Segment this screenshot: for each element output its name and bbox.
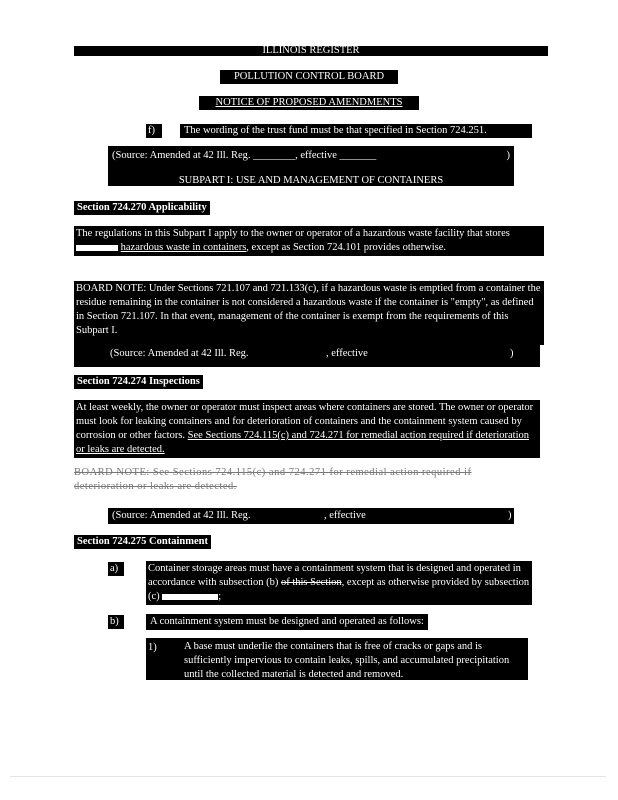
- subsection-b1-number: 1): [148, 642, 157, 653]
- section-274-struck-note: [74, 466, 524, 494]
- header-notice-title: NOTICE OF PROPOSED AMENDMENTS: [199, 96, 419, 110]
- subsection-a-number: a): [108, 562, 124, 576]
- section-274-text-a: At least weekly, the owner or operator must inspect areas where containers are stored. The owner or operator must look for leaking containers and for deterioration of containers and the containment system caused by corrosion or other factors.: [76, 402, 534, 441]
- item-f-number: f): [146, 124, 162, 138]
- source-1-effective: effective: [300, 150, 337, 161]
- source-1-blank-date: _______: [339, 150, 377, 161]
- subsection-b1-text: A base must underlie the containers that is free of cracks or gaps and is sufficiently impervious to contain leaks, spills, and accumulated precipitation until the collected material is detected and removed.: [184, 641, 510, 680]
- footer-rule: [10, 776, 606, 777]
- item-f-text: The wording of the trust fund must be that specified in Section 724.251.: [180, 124, 532, 138]
- section-274-text-b: See Sections 724.115(c) and 724.271 for remedial action required if deterioration or leaks are detected.: [76, 430, 530, 455]
- section-274-struck-b: deterioration or leaks are detected.: [74, 481, 237, 492]
- section-270-heading: Section 724.270 Applicability: [74, 201, 210, 215]
- redaction-mark: [76, 245, 118, 251]
- subsection-b-number: b): [108, 615, 124, 629]
- source-2-prefix: (Source: Amended at 42 Ill. Reg.: [110, 348, 249, 359]
- subsection-a-end: ;: [218, 591, 222, 602]
- source-1-end: ): [506, 150, 510, 161]
- section-270-text-b: hazardous waste in containers: [120, 242, 247, 253]
- source-line-2: [74, 345, 540, 367]
- subsection-a-struck: of this Section: [280, 577, 342, 588]
- source-3-effective: , effective: [324, 510, 366, 521]
- subsection-a-text-2: , except as otherwise provided by subsection (c): [148, 577, 530, 602]
- subpart-heading: SUBPART I: USE AND MANAGEMENT OF CONTAINERS: [178, 175, 444, 186]
- section-275-heading: Section 724.275 Containment: [74, 535, 211, 549]
- subsection-a-text-1: Container storage areas must have a containment system that is designed and operated in accordance with subsection (b): [148, 563, 521, 588]
- source-2-end: ): [510, 348, 514, 359]
- header-board-title: POLLUTION CONTROL BOARD: [220, 70, 398, 84]
- section-274-heading: Section 724.274 Inspections: [74, 375, 203, 389]
- source-line-1: [112, 149, 512, 163]
- section-270-paragraph: [74, 226, 544, 256]
- source-1-blank-reg: ________,: [253, 150, 298, 161]
- source-1-prefix: (Source: Amended at 42 Ill. Reg.: [112, 150, 251, 161]
- section-270-text-c: , except as Section 724.101 provides otherwise.: [246, 242, 447, 253]
- source-2-effective: , effective: [326, 348, 368, 359]
- section-270-text-a: The regulations in this Subpart I apply to the owner or operator of a hazardous waste facility that stores: [76, 228, 510, 239]
- section-274-paragraph: [74, 400, 540, 458]
- header-register-title: ILLINOIS REGISTER: [262, 45, 360, 56]
- section-274-struck-a: BOARD NOTE: See Sections 724.115(c) and 724.271 for remedial action required if: [74, 467, 472, 478]
- source-3-end: ): [508, 510, 512, 521]
- subsection-b-text: A containment system must be designed and operated as follows:: [146, 614, 428, 630]
- redaction-mark: [162, 594, 218, 600]
- section-270-board-note: BOARD NOTE: Under Sections 721.107 and 721.133(c), if a hazardous waste is emptied from a container the residue remaining in the container is not considered a hazardous waste if the container is "empty", as defined in Section 721.107. In that event, management of the container is exempt from the requirements of this Subpart I.: [74, 281, 544, 345]
- source-3-prefix: (Source: Amended at 42 Ill. Reg.: [112, 510, 251, 521]
- subsection-a-text: [146, 561, 532, 605]
- source-line-3: [108, 508, 514, 524]
